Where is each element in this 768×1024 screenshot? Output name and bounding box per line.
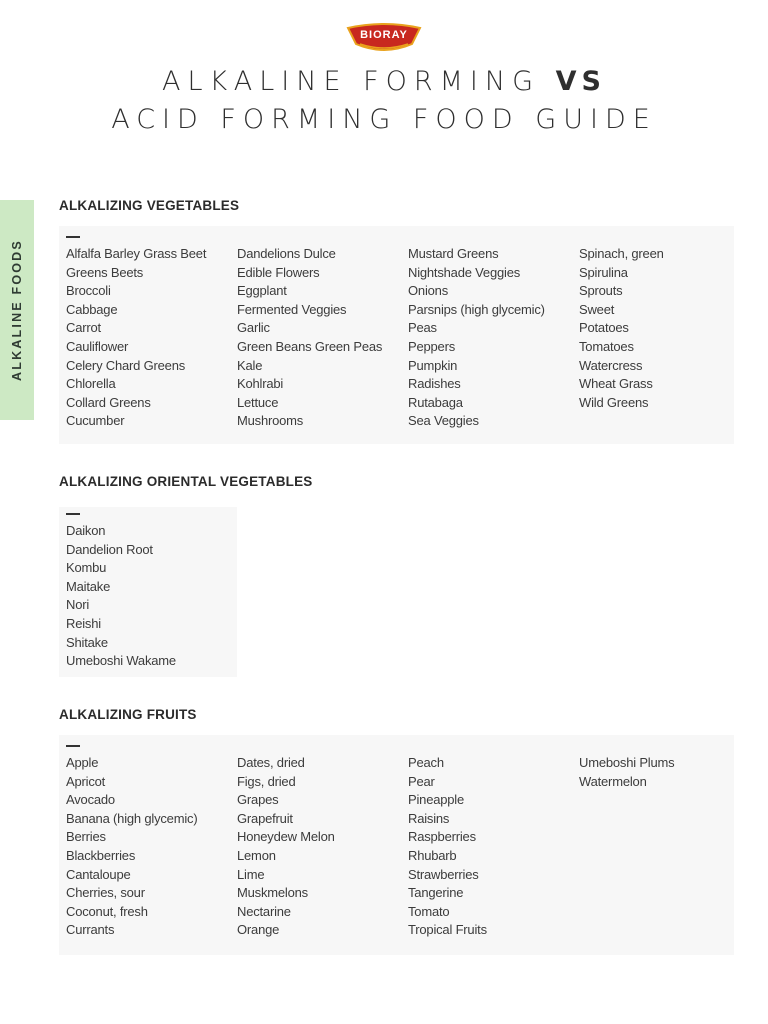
alkalizing-oriental-vegetables-box	[59, 507, 237, 677]
section-dash	[66, 513, 80, 515]
list-item: Tropical Fruits	[408, 922, 487, 938]
list-item: Kohlrabi	[237, 376, 284, 392]
list-item: Banana (high glycemic)	[66, 810, 198, 826]
list-item: Tangerine	[408, 885, 464, 901]
list-item: Currants	[66, 922, 115, 938]
list-item: Cucumber	[66, 413, 125, 429]
title-alkaline-forming: ALKALINE FORMING	[162, 66, 541, 97]
list-item: Strawberries	[408, 866, 479, 882]
list-item: Chlorella	[66, 376, 116, 392]
list-item: Mustard Greens	[408, 246, 499, 261]
list-item: Umeboshi Plums	[579, 755, 675, 770]
list-item: Cherries, sour	[66, 885, 145, 901]
alkaline-foods-side-tab	[0, 200, 34, 420]
title-vs: VS	[555, 66, 606, 97]
list-item: Maitake	[66, 578, 111, 594]
list-item: Peas	[408, 320, 437, 336]
list-item: Grapefruit	[237, 810, 293, 826]
fruits-column-3	[408, 754, 487, 940]
vegetables-column-2	[237, 245, 382, 431]
list-item: Blackberries	[66, 847, 136, 863]
list-item: Grapes	[237, 792, 279, 808]
list-item: Onions	[408, 283, 448, 299]
list-item: Apricot	[66, 773, 106, 789]
list-item: Spirulina	[579, 264, 628, 280]
list-item: Raspberries	[408, 829, 476, 845]
list-item: Avocado	[66, 792, 115, 808]
list-item: Dates, dried	[237, 755, 305, 770]
list-item: Dandelion Root	[66, 541, 153, 557]
list-item: Lemon	[237, 847, 276, 863]
list-item: Raisins	[408, 810, 450, 826]
section-title-alkalizing-vegetables: ALKALIZING VEGETABLES	[59, 198, 240, 213]
list-item: Green Beans Green Peas	[237, 338, 383, 354]
list-item: Rhubarb	[408, 847, 457, 863]
list-item: Potatoes	[579, 320, 629, 336]
side-tab-label: ALKALINE FOODS	[10, 239, 24, 381]
list-item: Daikon	[66, 523, 106, 538]
list-item: Rutabaga	[408, 394, 463, 410]
list-item: Garlic	[237, 320, 270, 336]
list-item: Nightshade Veggies	[408, 264, 521, 280]
vegetables-column-4	[579, 245, 664, 412]
list-item: Radishes	[408, 376, 461, 392]
list-item: Cantaloupe	[66, 866, 131, 882]
list-item: Kombu	[66, 560, 107, 576]
list-item: Peach	[408, 755, 444, 770]
section-dash	[66, 745, 80, 747]
section-dash	[66, 236, 80, 238]
list-item: Tomato	[408, 903, 450, 919]
page-title-line1	[0, 66, 768, 97]
list-item: Sprouts	[579, 283, 623, 299]
list-item: Cabbage	[66, 301, 118, 317]
list-item: Alfalfa Barley Grass Beet	[66, 246, 207, 261]
list-item: Honeydew Melon	[237, 829, 335, 845]
list-item: Sweet	[579, 301, 615, 317]
list-item: Carrot	[66, 320, 101, 336]
bioray-logo	[346, 22, 422, 54]
list-item: Wheat Grass	[579, 376, 653, 392]
list-item: Collard Greens	[66, 394, 151, 410]
list-item: Nori	[66, 597, 90, 613]
list-item: Tomatoes	[579, 338, 634, 354]
list-item: Apple	[66, 755, 99, 770]
list-item: Nectarine	[237, 903, 291, 919]
alkalizing-fruits-box	[59, 735, 734, 955]
list-item: Peppers	[408, 338, 456, 354]
list-item: Shitake	[66, 634, 108, 650]
list-item: Dandelions Dulce	[237, 246, 336, 261]
logo-text: BIORAY	[360, 29, 408, 41]
list-item: Pumpkin	[408, 357, 458, 373]
list-item: Lime	[237, 866, 265, 882]
list-item: Pineapple	[408, 792, 465, 808]
alkalizing-vegetables-box	[59, 226, 734, 444]
fruits-column-4	[579, 754, 674, 791]
list-item: Cauliflower	[66, 338, 129, 354]
list-item: Mushrooms	[237, 413, 304, 429]
list-item: Eggplant	[237, 283, 287, 299]
fruits-column-1	[66, 754, 197, 940]
list-item: Berries	[66, 829, 106, 845]
list-item: Wild Greens	[579, 394, 649, 410]
fruits-column-2	[237, 754, 335, 940]
list-item: Orange	[237, 922, 280, 938]
list-item: Celery Chard Greens	[66, 357, 186, 373]
list-item: Kale	[237, 357, 263, 373]
list-item: Coconut, fresh	[66, 903, 148, 919]
oriental-vegetables-column-1	[66, 522, 176, 671]
list-item: Broccoli	[66, 283, 111, 299]
list-item: Figs, dried	[237, 773, 296, 789]
list-item: Watercress	[579, 357, 643, 373]
vegetables-column-3	[408, 245, 545, 431]
section-title-alkalizing-oriental-vegetables: ALKALIZING ORIENTAL VEGETABLES	[59, 474, 313, 489]
section-title-alkalizing-fruits: ALKALIZING FRUITS	[59, 707, 197, 722]
page-title-line2: ACID FORMING FOOD GUIDE	[111, 104, 657, 135]
list-item: Spinach, green	[579, 246, 664, 261]
list-item: Watermelon	[579, 773, 647, 789]
list-item: Muskmelons	[237, 885, 308, 901]
list-item: Umeboshi Wakame	[66, 653, 176, 669]
list-item: Reishi	[66, 615, 101, 631]
list-item: Sea Veggies	[408, 413, 479, 429]
vegetables-column-1	[66, 245, 206, 431]
list-item: Pear	[408, 773, 435, 789]
list-item: Lettuce	[237, 394, 279, 410]
list-item: Greens Beets	[66, 264, 144, 280]
list-item: Edible Flowers	[237, 264, 320, 280]
list-item: Parsnips (high glycemic)	[408, 301, 545, 317]
list-item: Fermented Veggies	[237, 301, 347, 317]
